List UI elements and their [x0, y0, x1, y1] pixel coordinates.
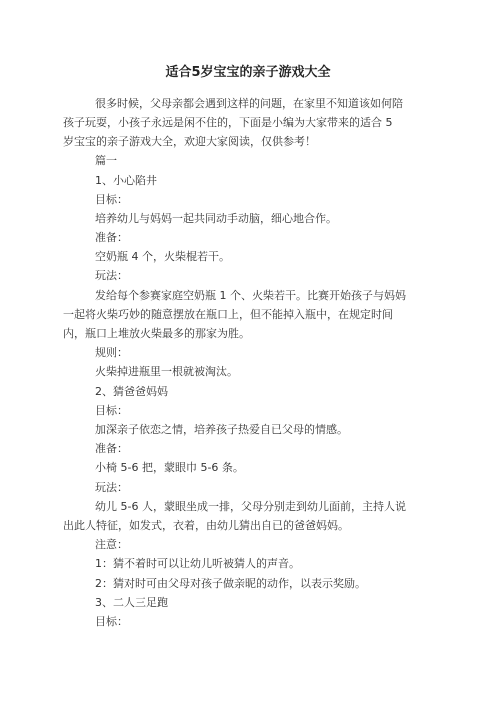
- field-label: 规则：: [95, 346, 128, 359]
- section-heading: 篇一: [95, 154, 117, 167]
- field-label: 目标：: [95, 193, 128, 206]
- game-heading: 3、二人三足跑: [95, 596, 168, 609]
- paragraph-line: 孩子玩耍，小孩子永远是闲不住的，下面是小编为大家带来的适合 5: [63, 116, 393, 129]
- paragraph-line: 一起将火柴巧妙的随意摆放在瓶口上，但不能掉入瓶中，在规定时间: [63, 308, 393, 321]
- field-label: 目标：: [95, 404, 128, 417]
- paragraph-line: 幼儿 5-6 人，蒙眼坐成一排，父母分别走到幼儿面前，主持人说: [95, 500, 406, 513]
- game-heading: 1、小心陷井: [95, 174, 157, 187]
- paragraph-line: 岁宝宝的亲子游戏大全，欢迎大家阅读，仅供参考！: [63, 135, 316, 148]
- paragraph-line: 出此人特征，如发式，衣着，由幼儿猜出自已的爸爸妈妈。: [63, 519, 349, 532]
- field-label: 注意：: [95, 538, 128, 551]
- paragraph-line: 加深亲子依恋之情，培养孩子热爱自已父母的情感。: [95, 423, 348, 436]
- paragraph-line: 内，瓶口上堆放火柴最多的那家为胜。: [63, 327, 250, 340]
- paragraph-line: 很多时候，父母亲都会遇到这样的问题，在家里不知道该如何陪: [95, 97, 403, 110]
- field-label: 目标：: [95, 615, 128, 628]
- field-label: 准备：: [95, 442, 128, 455]
- paragraph-line: 培养幼儿与妈妈一起共同动手动脑，细心地合作。: [95, 212, 337, 225]
- document-title: 适合5岁宝宝的亲子游戏大全: [165, 65, 331, 80]
- paragraph-line: 发给每个参赛家庭空奶瓶 1 个、火柴若干。比赛开始孩子与妈妈: [95, 289, 406, 302]
- paragraph-line: 火柴掉进瓶里一根就被淘汰。: [95, 365, 238, 378]
- field-label: 玩法：: [95, 269, 128, 282]
- paragraph-line: 2：猜对时可由父母对孩子做亲昵的动作，以表示奖励。: [95, 577, 366, 590]
- paragraph-line: 空奶瓶 4 个，火柴棍若干。: [95, 250, 230, 263]
- game-heading: 2、猜爸爸妈妈: [95, 385, 168, 398]
- field-label: 准备：: [95, 231, 128, 244]
- field-label: 玩法：: [95, 481, 128, 494]
- paragraph-line: 小椅 5-6 把，蒙眼巾 5-6 条。: [95, 461, 244, 474]
- paragraph-line: 1：猜不着时可以让幼儿听被猜人的声音。: [95, 557, 300, 570]
